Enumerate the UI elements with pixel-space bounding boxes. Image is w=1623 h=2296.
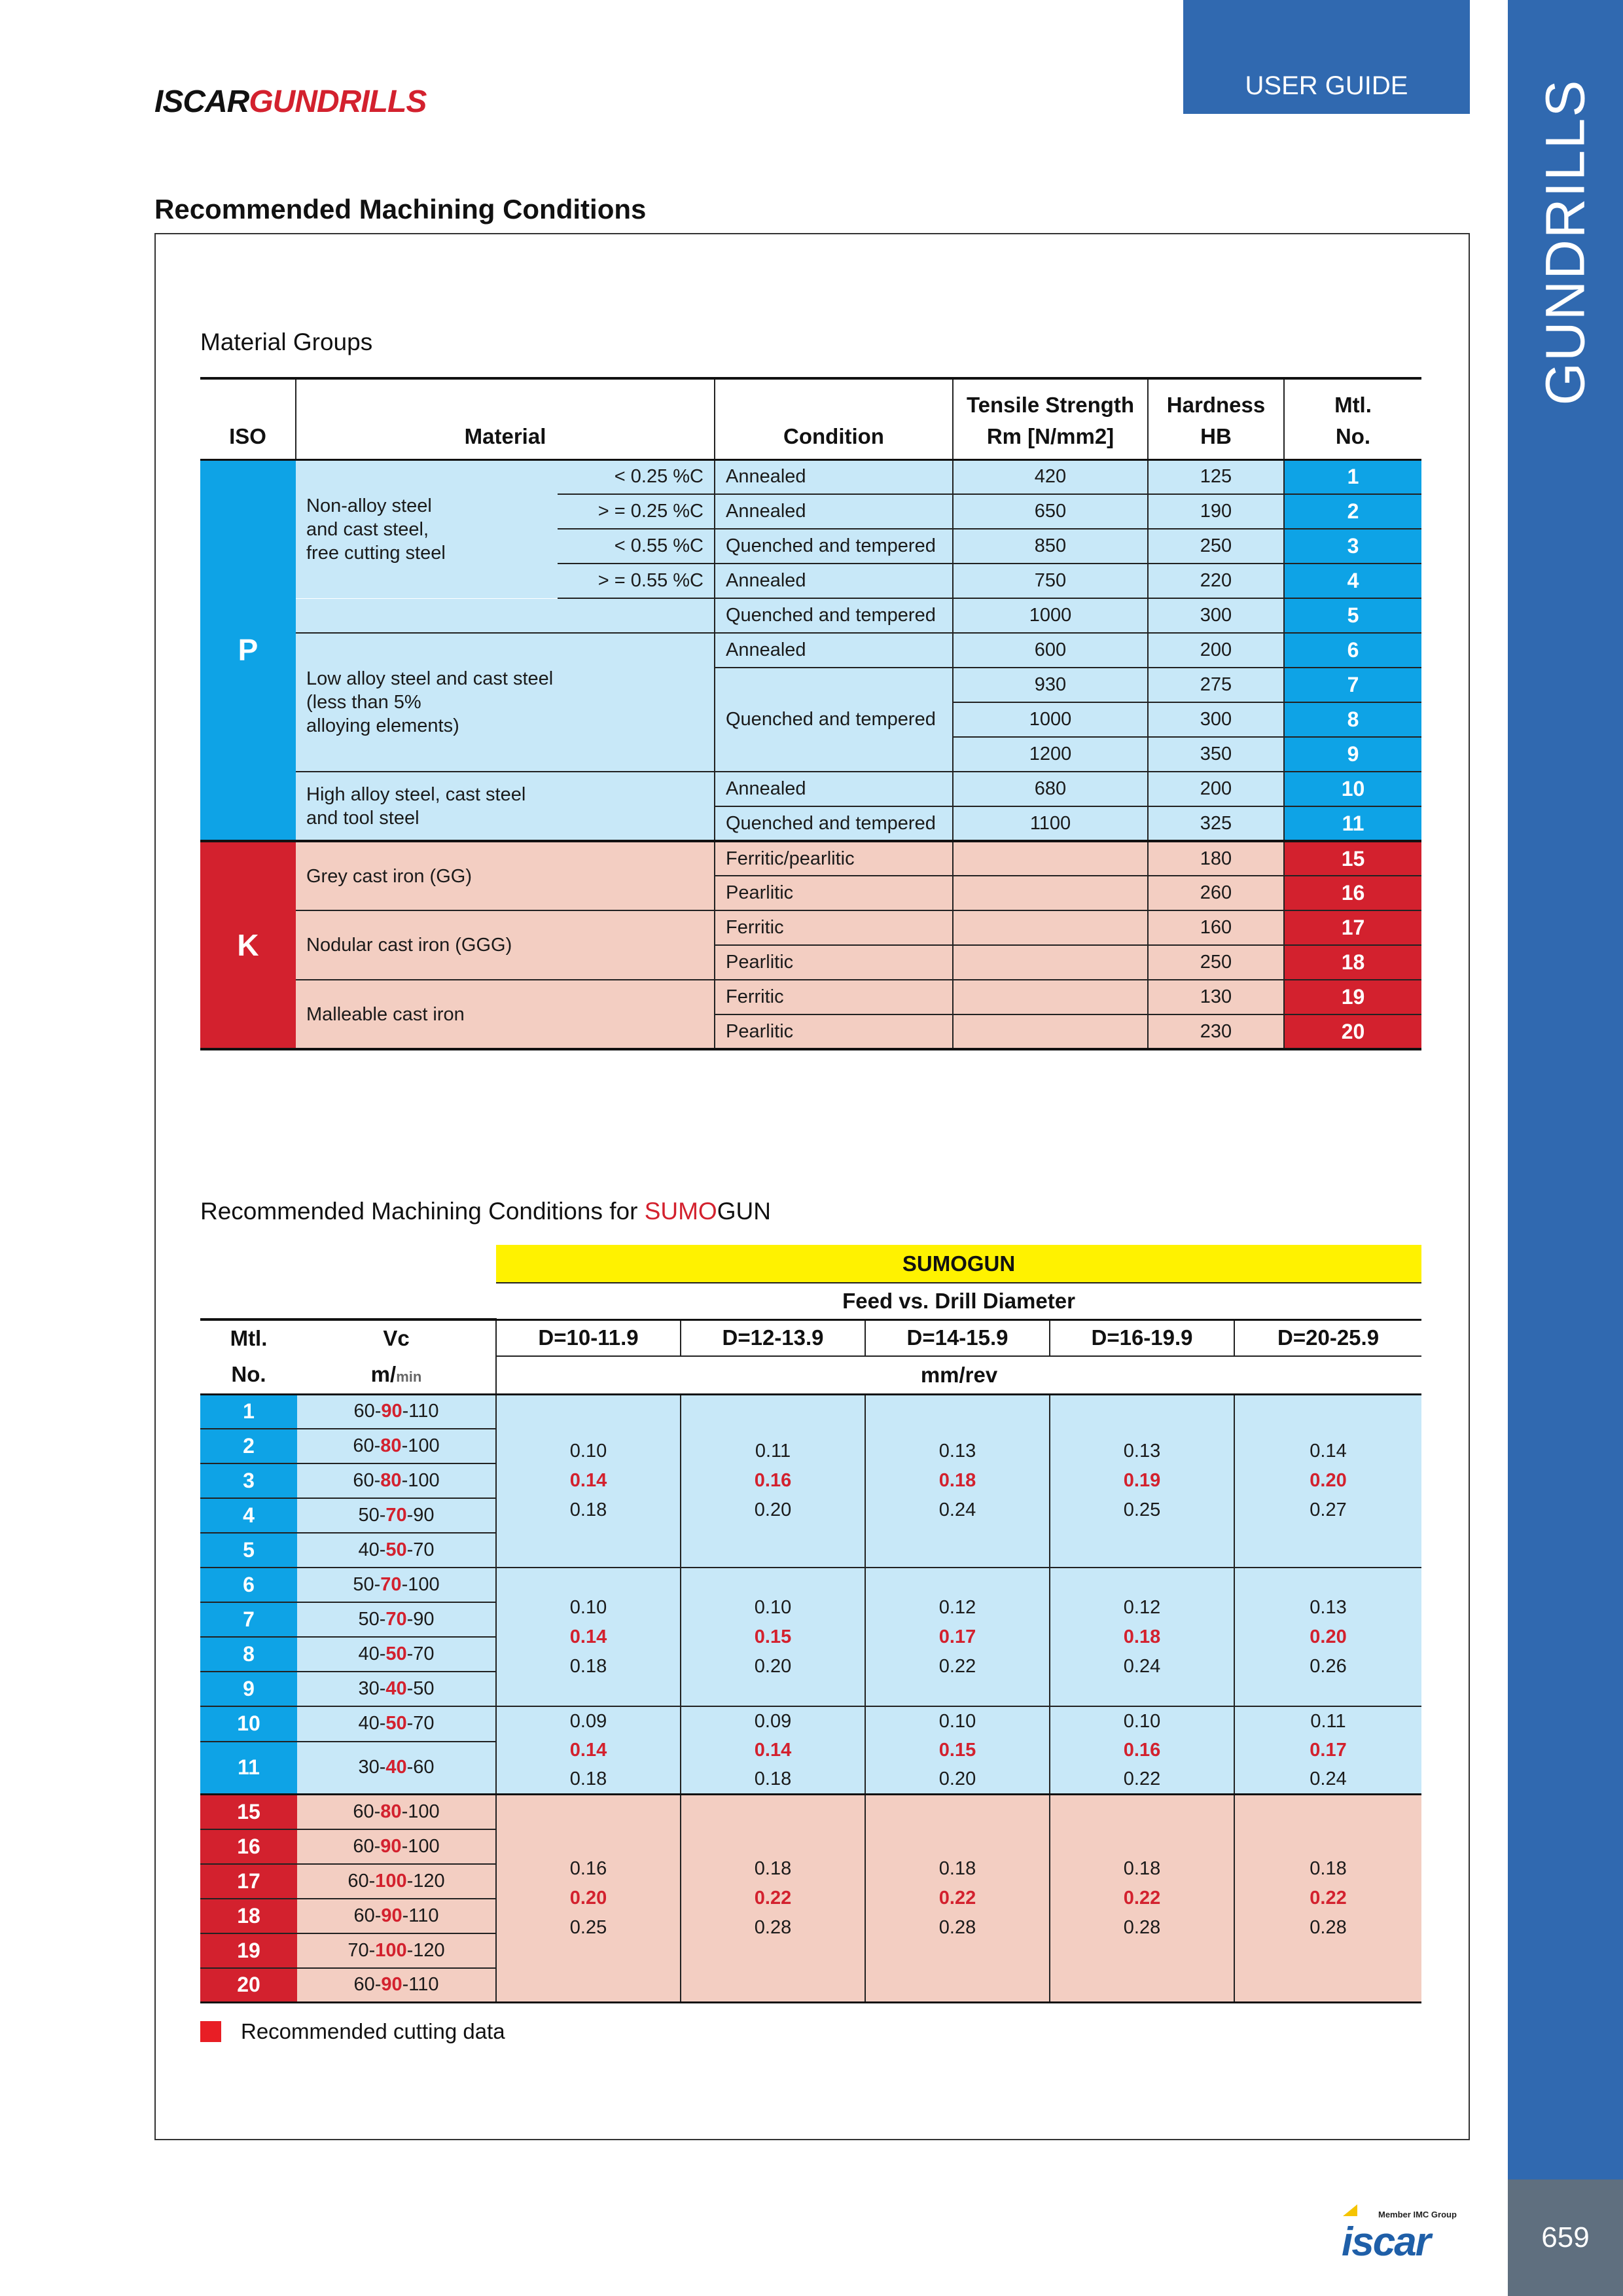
material-lowalloy: Low alloy steel and cast steel (less than 5% alloying elements) <box>296 633 715 772</box>
condition-cell: Quenched and tempered <box>715 598 953 633</box>
condition-cell: Annealed <box>715 633 953 668</box>
vc-cell: 30-40-60 <box>297 1742 496 1795</box>
mtl-no-cell: 9 <box>1284 737 1421 772</box>
mtl-no-cell: 15 <box>200 1795 297 1829</box>
tensile-cell: 600 <box>953 633 1148 668</box>
mtl-no-cell: 5 <box>1284 598 1421 633</box>
hardness-cell: 260 <box>1148 876 1284 910</box>
diameter-header: D=10-11.9 <box>496 1319 681 1356</box>
feed-vs-diameter-header: Feed vs. Drill Diameter <box>496 1283 1421 1319</box>
hardness-cell: 200 <box>1148 772 1284 806</box>
vc-cell: 40-50-70 <box>297 1637 496 1672</box>
svg-text:iscar: iscar <box>1342 2219 1430 2259</box>
hardness-cell: 190 <box>1148 494 1284 529</box>
tensile-cell: 680 <box>953 772 1148 806</box>
vc-cell: 60-80-100 <box>297 1429 496 1463</box>
header-material: Material <box>296 378 715 459</box>
vc-cell: 60-90-100 <box>297 1829 496 1864</box>
hardness-cell: 200 <box>1148 633 1284 668</box>
feed-cell: 0.09 0.14 0.18 <box>681 1706 865 1795</box>
user-guide-tab: USER GUIDE <box>1183 0 1470 114</box>
feed-cell: 0.18 0.22 0.28 <box>865 1795 1050 2003</box>
carbon-cell: > = 0.25 %C <box>558 494 715 529</box>
feed-cell: 0.13 0.20 0.26 <box>1234 1568 1421 1706</box>
condition-cell: Quenched and tempered <box>715 668 953 772</box>
carbon-cell: > = 0.55 %C <box>558 564 715 598</box>
mtl-no-cell: 5 <box>200 1533 297 1568</box>
tensile-cell: 750 <box>953 564 1148 598</box>
carbon-cell-empty <box>296 598 715 633</box>
page-number: 659 <box>1508 2179 1623 2296</box>
condition-cell: Annealed <box>715 494 953 529</box>
vc-cell: 70-100-120 <box>297 1933 496 1968</box>
mtl-header: Mtl. <box>200 1319 297 1356</box>
feed-cell: 0.18 0.22 0.28 <box>1234 1795 1421 2003</box>
header-tensile: Tensile Strength Rm [N/mm2] <box>953 378 1148 459</box>
tensile-cell: 1000 <box>953 702 1148 737</box>
condition-cell: Ferritic/pearlitic <box>715 841 953 876</box>
vc-header: Vc <box>297 1319 496 1356</box>
legend-red-square <box>200 2021 221 2042</box>
feed-cell: 0.11 0.16 0.20 <box>681 1394 865 1568</box>
mtl-no-cell: 11 <box>200 1742 297 1795</box>
feed-cell: 0.13 0.18 0.24 <box>865 1394 1050 1568</box>
hardness-cell: 325 <box>1148 806 1284 841</box>
feed-cell: 0.12 0.17 0.22 <box>865 1568 1050 1706</box>
sumogun-band: SUMOGUN <box>496 1245 1421 1283</box>
feed-cell: 0.18 0.22 0.28 <box>681 1795 865 2003</box>
mtl-no-cell: 1 <box>1284 459 1421 494</box>
tensile-cell <box>953 945 1148 980</box>
mtl-no-cell: 18 <box>1284 945 1421 980</box>
feed-cell: 0.10 0.15 0.20 <box>865 1706 1050 1795</box>
material-malleable-cast-iron: Malleable cast iron <box>296 980 715 1049</box>
feed-cell: 0.11 0.17 0.24 <box>1234 1706 1421 1795</box>
diameter-header: D=14-15.9 <box>865 1319 1050 1356</box>
material-groups-table <box>200 377 1421 1050</box>
tensile-cell: 1200 <box>953 737 1148 772</box>
hardness-cell: 275 <box>1148 668 1284 702</box>
mtl-no-cell: 20 <box>200 1968 297 2003</box>
header-condition: Condition <box>715 378 953 459</box>
hardness-cell: 250 <box>1148 529 1284 564</box>
condition-cell: Annealed <box>715 564 953 598</box>
mtl-no-cell: 20 <box>1284 1014 1421 1049</box>
mtl-no-cell: 3 <box>1284 529 1421 564</box>
tensile-cell: 1000 <box>953 598 1148 633</box>
hardness-cell: 300 <box>1148 598 1284 633</box>
vc-cell: 60-90-110 <box>297 1968 496 2003</box>
mtl-no-cell: 11 <box>1284 806 1421 841</box>
condition-cell: Pearlitic <box>715 876 953 910</box>
feed-cell: 0.18 0.22 0.28 <box>1050 1795 1234 2003</box>
tensile-cell: 930 <box>953 668 1148 702</box>
page-title: Recommended Machining Conditions <box>154 194 647 224</box>
mtl-no-cell: 10 <box>1284 772 1421 806</box>
feed-cell: 0.10 0.15 0.20 <box>681 1568 865 1706</box>
feed-cell: 0.12 0.18 0.24 <box>1050 1568 1234 1706</box>
tensile-cell <box>953 876 1148 910</box>
vc-cell: 60-80-100 <box>297 1463 496 1498</box>
mtl-no-cell: 6 <box>200 1568 297 1602</box>
mtl-no-cell: 2 <box>1284 494 1421 529</box>
legend <box>200 2019 505 2044</box>
tensile-cell: 850 <box>953 529 1148 564</box>
mtl-no-cell: 15 <box>1284 841 1421 876</box>
feed-cell: 0.09 0.14 0.18 <box>496 1706 681 1795</box>
vc-unit: m/min <box>297 1356 496 1394</box>
mtl-no-cell: 16 <box>1284 876 1421 910</box>
material-groups-title: Material Groups <box>200 329 373 355</box>
mtl-no-cell: 3 <box>200 1463 297 1498</box>
hardness-cell: 300 <box>1148 702 1284 737</box>
condition-cell: Quenched and tempered <box>715 529 953 564</box>
diameter-header: D=20-25.9 <box>1234 1319 1421 1356</box>
material-nonalloy: Non-alloy steel and cast steel, free cutting steel <box>296 459 558 598</box>
mtl-no-cell: 8 <box>200 1637 297 1672</box>
mtl-no-cell: 4 <box>200 1498 297 1533</box>
mtl-no-cell: 8 <box>1284 702 1421 737</box>
condition-cell: Pearlitic <box>715 1014 953 1049</box>
condition-cell: Ferritic <box>715 980 953 1014</box>
vc-cell: 50-70-90 <box>297 1602 496 1637</box>
mtl-no-cell: 17 <box>1284 910 1421 945</box>
hardness-cell: 350 <box>1148 737 1284 772</box>
hardness-cell: 250 <box>1148 945 1284 980</box>
mtl-no-cell: 19 <box>1284 980 1421 1014</box>
tensile-cell: 420 <box>953 459 1148 494</box>
diameter-header: D=16-19.9 <box>1050 1319 1234 1356</box>
feed-cell: 0.14 0.20 0.27 <box>1234 1394 1421 1568</box>
mtl-header-no: No. <box>200 1356 297 1394</box>
diameter-header: D=12-13.9 <box>681 1319 865 1356</box>
carbon-cell: < 0.25 %C <box>558 459 715 494</box>
mtl-no-cell: 7 <box>200 1602 297 1637</box>
condition-cell: Annealed <box>715 772 953 806</box>
iscar-imc-logo-icon <box>1339 2202 1467 2259</box>
condition-cell: Quenched and tempered <box>715 806 953 841</box>
tensile-cell <box>953 1014 1148 1049</box>
condition-cell: Annealed <box>715 459 953 494</box>
feed-cell: 0.13 0.19 0.25 <box>1050 1394 1234 1568</box>
vc-cell: 60-100-120 <box>297 1864 496 1899</box>
vc-cell: 50-70-90 <box>297 1498 496 1533</box>
mtl-no-cell: 6 <box>1284 633 1421 668</box>
iso-k-cell: K <box>200 841 296 1049</box>
hardness-cell: 130 <box>1148 980 1284 1014</box>
machining-conditions-title: Recommended Machining Conditions for SUMOGUN <box>200 1198 771 1225</box>
mtl-no-cell: 9 <box>200 1672 297 1706</box>
vc-cell: 60-90-110 <box>297 1394 496 1429</box>
mtl-no-cell: 10 <box>200 1706 297 1742</box>
feed-cell: 0.10 0.16 0.22 <box>1050 1706 1234 1795</box>
legend-label: Recommended cutting data <box>241 2019 505 2043</box>
header-hardness: Hardness HB <box>1148 378 1284 459</box>
feed-unit: mm/rev <box>496 1356 1421 1394</box>
material-grey-cast-iron: Grey cast iron (GG) <box>296 841 715 910</box>
tensile-cell: 650 <box>953 494 1148 529</box>
feed-cell: 0.16 0.20 0.25 <box>496 1795 681 2003</box>
vc-cell: 40-50-70 <box>297 1706 496 1742</box>
vc-cell: 30-40-50 <box>297 1672 496 1706</box>
mtl-no-cell: 17 <box>200 1864 297 1899</box>
side-vertical-label: GUNDRILLS <box>1534 79 1596 406</box>
header-mtl-no: Mtl. No. <box>1284 378 1421 459</box>
vc-cell: 50-70-100 <box>297 1568 496 1602</box>
iso-p-cell: P <box>200 459 296 841</box>
condition-cell: Ferritic <box>715 910 953 945</box>
tensile-cell <box>953 910 1148 945</box>
vc-cell: 40-50-70 <box>297 1533 496 1568</box>
machining-conditions-table <box>200 1245 1421 2003</box>
hardness-cell: 160 <box>1148 910 1284 945</box>
iscar-gundrills-logo: ISCARGUNDRILLS <box>154 84 427 119</box>
mtl-no-cell: 19 <box>200 1933 297 1968</box>
tensile-cell <box>953 841 1148 876</box>
tensile-cell: 1100 <box>953 806 1148 841</box>
hardness-cell: 125 <box>1148 459 1284 494</box>
hardness-cell: 180 <box>1148 841 1284 876</box>
mtl-no-cell: 4 <box>1284 564 1421 598</box>
material-highalloy: High alloy steel, cast steel and tool steel <box>296 772 715 841</box>
vc-cell: 60-90-110 <box>297 1899 496 1933</box>
mtl-no-cell: 7 <box>1284 668 1421 702</box>
mtl-no-cell: 16 <box>200 1829 297 1864</box>
hardness-cell: 220 <box>1148 564 1284 598</box>
header-iso: ISO <box>200 378 296 459</box>
tensile-cell <box>953 980 1148 1014</box>
mtl-no-cell: 2 <box>200 1429 297 1463</box>
mtl-no-cell: 18 <box>200 1899 297 1933</box>
feed-cell: 0.10 0.14 0.18 <box>496 1394 681 1568</box>
hardness-cell: 230 <box>1148 1014 1284 1049</box>
carbon-cell: < 0.55 %C <box>558 529 715 564</box>
material-nodular-cast-iron: Nodular cast iron (GGG) <box>296 910 715 980</box>
feed-cell: 0.10 0.14 0.18 <box>496 1568 681 1706</box>
mtl-no-cell: 1 <box>200 1394 297 1429</box>
condition-cell: Pearlitic <box>715 945 953 980</box>
vc-cell: 60-80-100 <box>297 1795 496 1829</box>
svg-text:Member IMC Group: Member IMC Group <box>1378 2210 1457 2219</box>
